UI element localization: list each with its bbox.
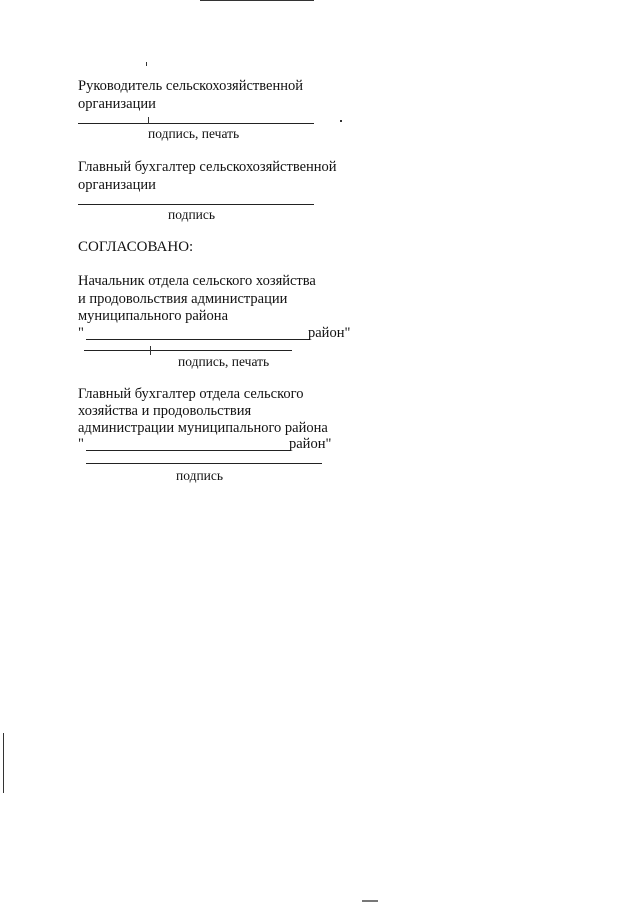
- accountant-signature-caption: подпись: [168, 207, 216, 222]
- scan-artifact-cross: [150, 346, 151, 355]
- department-head-signature-caption: подпись, печать: [178, 354, 270, 369]
- scan-artifact-left-edge: [3, 733, 4, 793]
- accountant-title-line2: организации: [78, 177, 156, 193]
- department-head-open-quote: ": [78, 325, 84, 341]
- accountant-signature-line[interactable]: [78, 204, 314, 205]
- department-accountant-line1: Главный бухгалтер отдела сельского: [78, 386, 304, 402]
- department-head-signature-line[interactable]: [84, 350, 292, 351]
- department-accountant-district-suffix: район": [289, 436, 332, 452]
- department-accountant-signature-line[interactable]: [86, 463, 322, 464]
- department-accountant-line3: администрации муниципального района: [78, 420, 328, 436]
- department-accountant-line2: хозяйства и продовольствия: [78, 403, 252, 419]
- scan-artifact-tick: [148, 117, 149, 124]
- head-signature-line[interactable]: [78, 123, 314, 124]
- scan-artifact-bottom-speck: [362, 900, 378, 902]
- department-accountant-open-quote: ": [78, 436, 84, 452]
- department-head-district-field[interactable]: [86, 339, 310, 340]
- head-title-line1: Руководитель сельскохозяйственной: [78, 78, 303, 94]
- department-accountant-signature-caption: подпись: [176, 468, 224, 483]
- scan-artifact-top-line: [200, 0, 314, 1]
- head-title-line2: организации: [78, 96, 156, 112]
- department-head-line3: муниципального района: [78, 308, 228, 324]
- accountant-title-line1: Главный бухгалтер сельскохозяйственной: [78, 159, 337, 175]
- approved-heading: СОГЛАСОВАНО:: [78, 239, 194, 255]
- department-head-line2: и продовольствия администрации: [78, 291, 288, 307]
- scan-artifact-dot: [146, 62, 147, 66]
- department-accountant-district-field[interactable]: [86, 450, 290, 451]
- department-head-line1: Начальник отдела сельского хозяйства: [78, 273, 316, 289]
- scan-artifact-speck: [340, 120, 342, 122]
- department-head-district-suffix: район": [308, 325, 351, 341]
- head-signature-caption: подпись, печать: [148, 126, 240, 141]
